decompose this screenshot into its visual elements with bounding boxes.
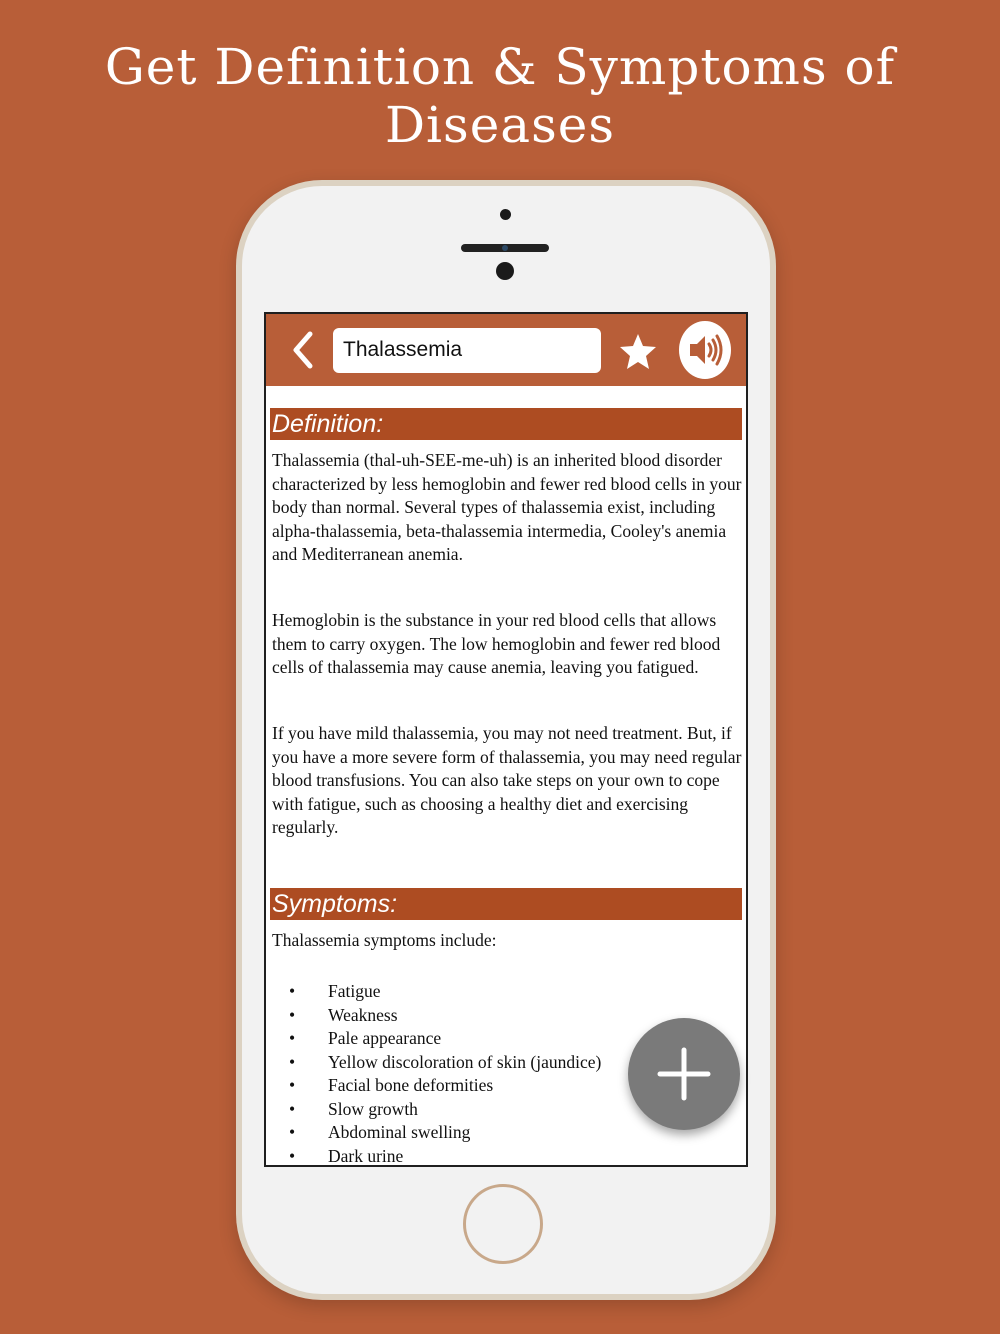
list-item: • Dark urine [289,1145,404,1166]
chevron-left-icon[interactable] [288,330,318,370]
list-item: • Yellow discoloration of skin (jaundice) [289,1051,602,1072]
list-item: • Pale appearance [289,1028,442,1048]
search-field[interactable] [333,328,601,373]
symptoms-intro: Thalassemia symptoms include: [272,930,497,950]
plus-icon [628,1018,740,1130]
proximity-sensor [500,209,511,220]
headline: Get Definition & Symptoms of Diseases [104,38,896,154]
speaker-icon [687,333,723,367]
home-button[interactable] [463,1184,543,1264]
definition-paragraph: If you have mild thalassemia, you may not need treatment. But, if you have a more severe form of thalassemia, you may need regular blood transfusions. You can also take steps on your own to cope with fatigue, such as choosing a healthy diet and exercising regularly. [272,723,742,837]
navigation-bar [266,314,746,386]
front-camera-lens [502,245,508,251]
search-value: Thalassemia [343,338,463,361]
definition-paragraph: Thalassemia (thal-uh-SEE-me-uh) is an inherited blood disorder characterized by less hemoglobin and fewer red blood cells in your body than normal. Several types of thalassemia exist, including alpha-thalassemia, beta-thalassemia intermedia, Cooley's anemia and Mediterranean anemia. [272,450,742,564]
front-camera [496,262,514,280]
symptoms-heading: Symptoms: [270,888,742,920]
definition-heading: Definition: [270,408,742,440]
list-item: • Slow growth [289,1098,418,1119]
add-button[interactable] [628,1018,740,1130]
list-item: • Fatigue [289,981,381,1001]
definition-paragraph: Hemoglobin is the substance in your red blood cells that allows them to carry oxygen. The low hemoglobin and fewer red blood cells of thalassemia may cause anemia, leaving you fatigued. [272,610,721,677]
list-item: • Abdominal swelling [289,1122,471,1142]
list-item: • Facial bone deformities [289,1075,494,1095]
star-icon[interactable] [618,332,658,372]
speak-button[interactable] [679,321,731,379]
list-item: • Weakness [289,1004,398,1025]
